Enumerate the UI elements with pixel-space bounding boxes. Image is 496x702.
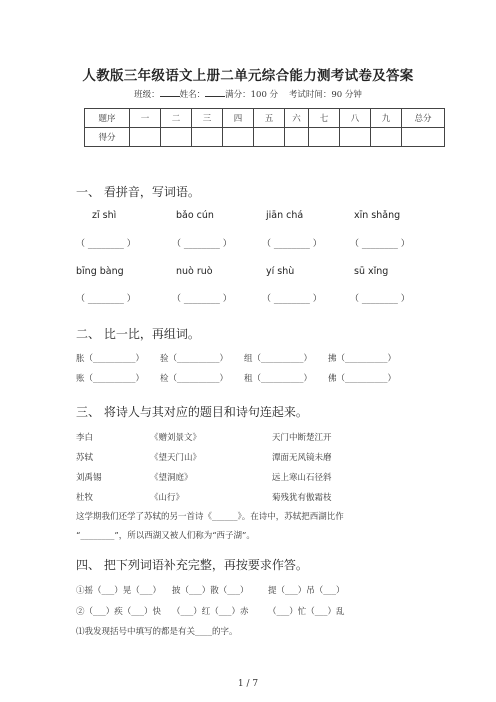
poet-name[interactable]: 刘禹锡 <box>76 473 102 483</box>
poet-name[interactable]: 杜牧 <box>76 493 94 503</box>
pinyin-item: nuò ruò <box>176 266 213 277</box>
section-3-heading: 三、 将诗人与其对应的题目和诗句连起来。 <box>76 405 308 419</box>
question-text: “________”，所以西湖又被人们称为“西子湖”。 <box>76 531 255 541</box>
question-text: 这学期我们还学了苏轼的另一首诗《______》。在诗中，苏轼把西湖比作 <box>76 512 344 522</box>
compare-item[interactable]: 租（__________） <box>244 374 313 384</box>
score-table-score-row: 得分 <box>85 128 445 147</box>
answer-blank[interactable]: （ ________ ） <box>76 294 136 304</box>
compare-item[interactable]: 验（__________） <box>160 354 229 364</box>
idiom-item[interactable]: ②（___）疾（___）快 <box>76 607 162 617</box>
answer-blank[interactable]: （ ________ ） <box>262 239 322 249</box>
idiom-item[interactable]: 提（___）吊（___） <box>268 586 345 596</box>
idiom-item[interactable]: ①摇（___）晃（___） <box>76 586 162 596</box>
compare-item[interactable]: 账（__________） <box>76 374 145 384</box>
section-4-heading: 四、 把下列词语补充完整，再按要求作答。 <box>76 558 308 572</box>
poem-line[interactable]: 远上寒山石径斜 <box>272 473 332 483</box>
answer-blank[interactable]: （ ________ ） <box>76 239 136 249</box>
answer-blank[interactable]: （ ________ ） <box>262 294 322 304</box>
poem-line[interactable]: 天门中断楚江开 <box>272 433 332 443</box>
answer-blank[interactable]: （ ________ ） <box>350 239 410 249</box>
idiom-item[interactable]: （___）红（___）赤 <box>172 607 249 617</box>
poem-title[interactable]: 《望天门山》 <box>150 453 202 463</box>
compare-item[interactable]: 佛（__________） <box>328 374 397 384</box>
page-number: 1 / 7 <box>237 679 259 689</box>
poem-title[interactable]: 《赠刘景文》 <box>150 433 202 443</box>
poem-title[interactable]: 《望洞庭》 <box>150 473 193 483</box>
answer-blank[interactable]: （ ________ ） <box>172 294 232 304</box>
pinyin-item: yí shù <box>266 266 295 277</box>
pinyin-item: zī shì <box>92 210 117 221</box>
pinyin-item: xīn shǎng <box>354 210 401 221</box>
compare-item[interactable]: 组（__________） <box>244 354 313 364</box>
poet-name[interactable]: 苏轼 <box>76 453 94 463</box>
question-text: ⑴我发现括号中填写的都是有关____的字。 <box>76 627 238 637</box>
pinyin-item: sū xǐng <box>354 266 389 277</box>
poem-line[interactable]: 潭面无风镜未磨 <box>272 453 332 463</box>
answer-blank[interactable]: （ ________ ） <box>350 294 410 304</box>
section-1-heading: 一、 看拼音，写词语。 <box>76 185 200 199</box>
pinyin-item: bǎo cún <box>176 210 214 221</box>
poem-title[interactable]: 《山行》 <box>150 493 185 503</box>
compare-item[interactable]: 检（__________） <box>160 374 229 384</box>
score-table-header-row: 题序 一 二 三 四 五 六 七 八 九 总分 <box>85 109 445 128</box>
compare-item[interactable]: 胀（__________） <box>76 354 145 364</box>
idiom-item[interactable]: 披（___）散（___） <box>172 586 249 596</box>
compare-item[interactable]: 拂（__________） <box>328 354 397 364</box>
section-2-heading: 二、 比一比，再组词。 <box>76 327 200 341</box>
exam-info-line: 班级： 姓名： 满分：100 分 考试时间：90 分钟 <box>134 90 362 100</box>
score-table <box>84 108 445 147</box>
idiom-item[interactable]: （___）忙（___）乱 <box>268 607 345 617</box>
exam-title: 人教版三年级语文上册二单元综合能力测考试卷及答案 <box>82 68 414 84</box>
answer-blank[interactable]: （ ________ ） <box>172 239 232 249</box>
poet-name[interactable]: 李白 <box>76 433 94 443</box>
pinyin-item: bīng bàng <box>76 266 124 277</box>
pinyin-item: jiān chá <box>266 210 304 221</box>
poem-line[interactable]: 菊残犹有傲霜枝 <box>272 493 332 503</box>
